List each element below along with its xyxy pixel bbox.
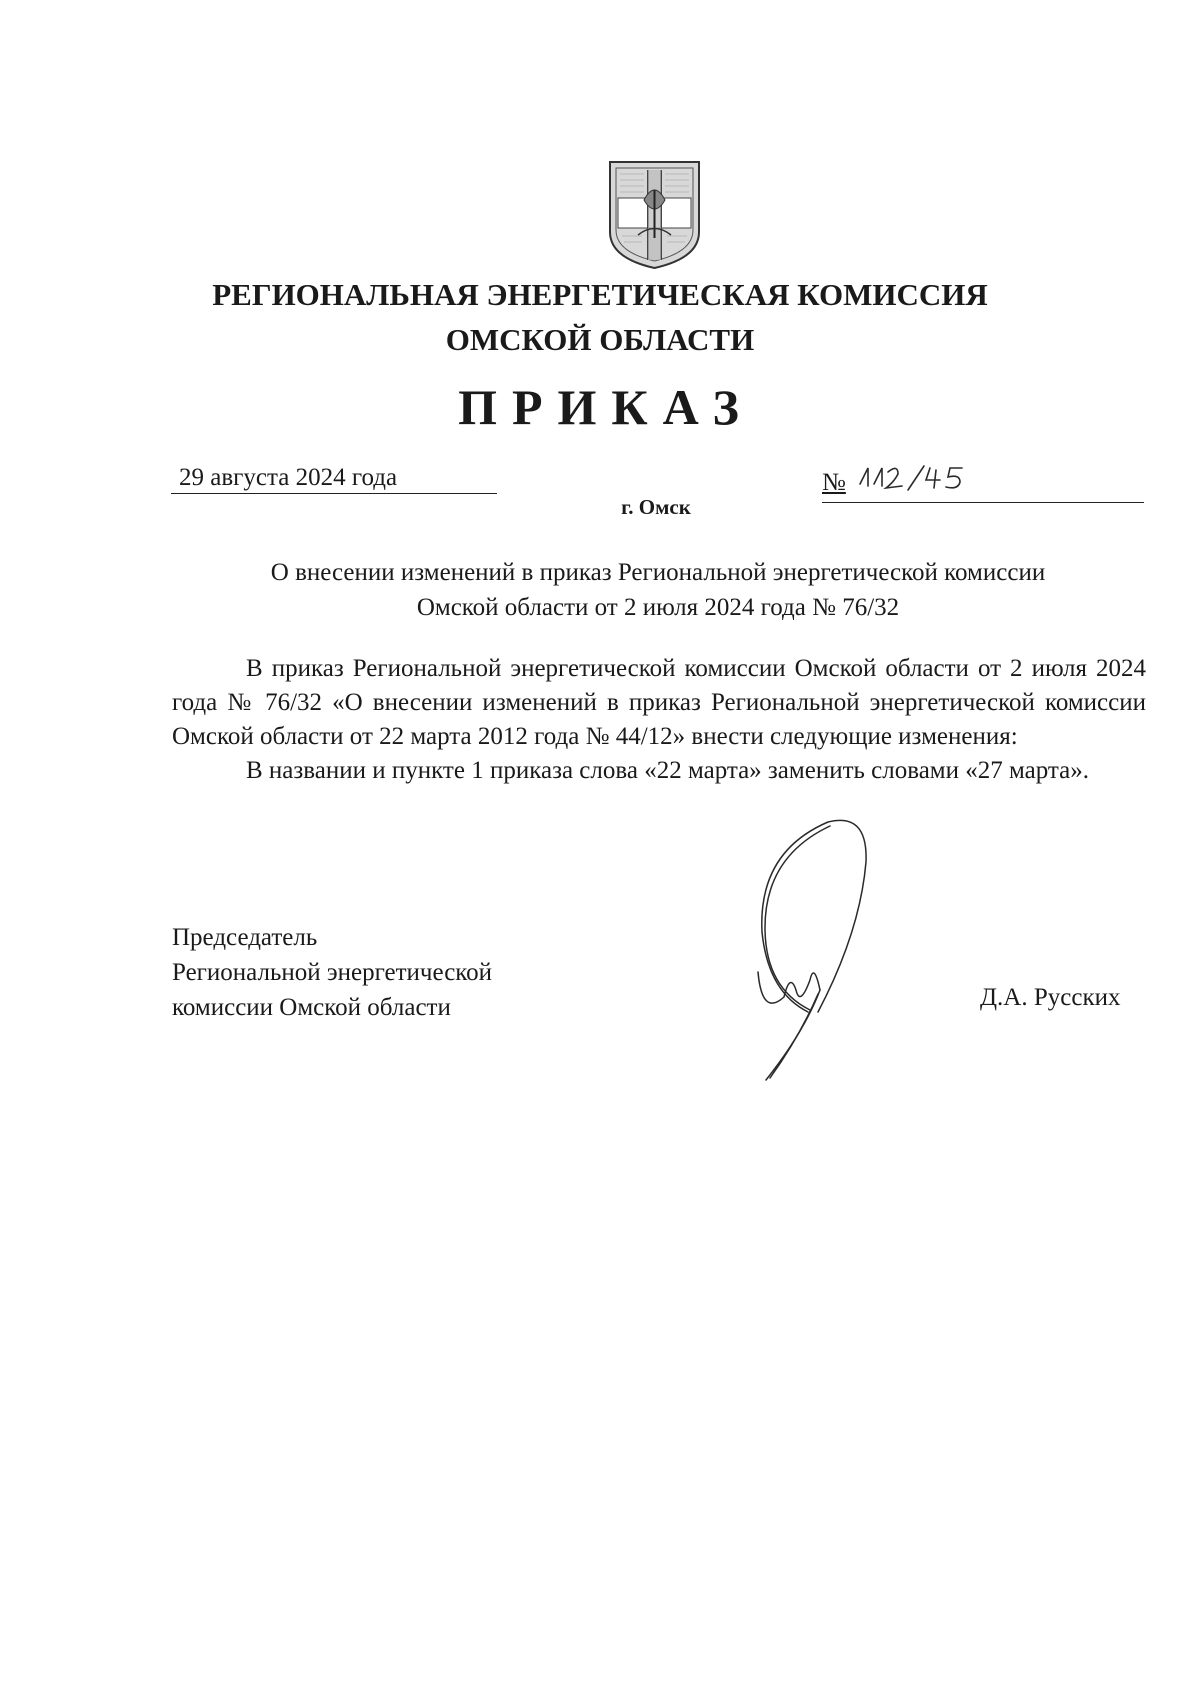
document-body: [172, 652, 1146, 788]
signatory-role: [172, 920, 492, 1025]
number-sign: №: [822, 468, 846, 496]
signatory-name: Д.А. Русских: [980, 984, 1121, 1011]
org-line-1: РЕГИОНАЛЬНАЯ ЭНЕРГЕТИЧЕСКАЯ КОМИССИЯ: [212, 277, 988, 312]
body-paragraph-1: В приказ Региональной энергетической комиссии Омской области от 2 июля 2024 года № 76/32 «О внесении изменений в приказ Региональной энергетической комиссии Омской области от 22 марта 2012 года № 44/12» внести следующие изменения:: [172, 655, 1146, 750]
organization-title: [0, 272, 1200, 362]
document-type-title: ПРИКАЗ: [458, 379, 754, 435]
subject-line-2: Омской области от 2 июля 2024 года № 76/32: [416, 594, 900, 621]
handwritten-number-icon: [854, 462, 974, 494]
role-line-2: Региональной энергетической: [172, 959, 493, 986]
coat-of-arms-icon: [608, 160, 701, 270]
order-date: 29 августа 2024 года: [171, 462, 497, 494]
role-line-1: Председатель: [172, 924, 318, 951]
signature-icon: [748, 812, 878, 1084]
role-line-3: комиссии Омской области: [172, 994, 451, 1021]
city: г. Омск: [621, 495, 691, 519]
document-subject: [170, 555, 1146, 625]
subject-line-1: О внесении изменений в приказ Региональной энергетической комиссии: [270, 559, 1046, 586]
org-line-2: ОМСКОЙ ОБЛАСТИ: [445, 322, 755, 357]
body-paragraph-2: В названии и пункте 1 приказа слова «22 марта» заменить словами «27 марта».: [246, 757, 1089, 784]
